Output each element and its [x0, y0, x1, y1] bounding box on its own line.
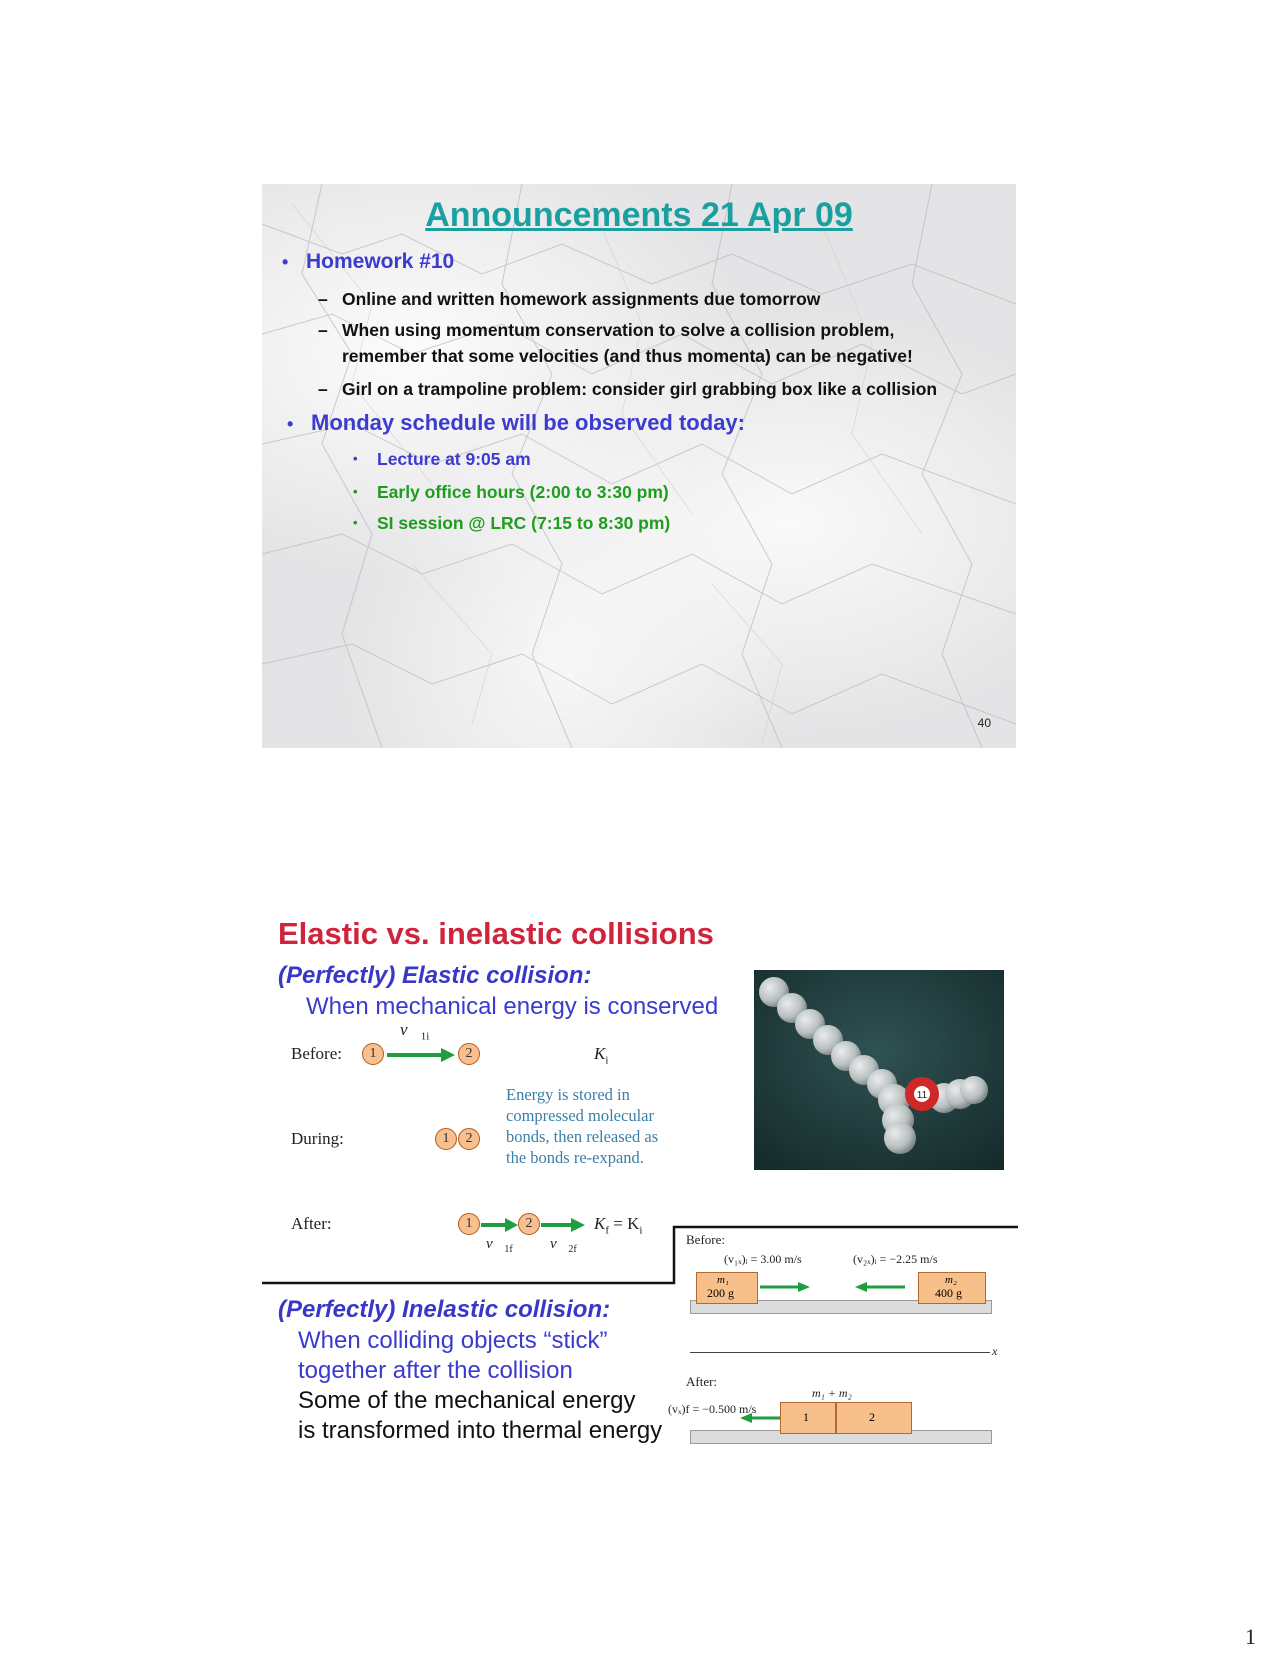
v1i-label: $v⃗_{1i}$ — [400, 1020, 430, 1043]
schedule-item — [353, 481, 669, 503]
homework-item-text: remember that some velocities (and thus momenta) can be negative! — [342, 346, 913, 366]
homework-item — [318, 286, 821, 312]
energy-note: Energy is stored in compressed molecular bonds, then released as the bonds re-expand. — [506, 1085, 659, 1167]
before-label: Before: — [686, 1232, 725, 1247]
dash-marker: – — [318, 289, 328, 309]
bullet-homework — [282, 250, 454, 274]
velocity-2-label: (v₂ₓ)ᵢ = −2.25 m/s — [853, 1252, 938, 1266]
bullet-dot: • — [353, 451, 358, 466]
cart-2-after — [836, 1402, 912, 1434]
left-arrow-icon — [855, 1281, 905, 1293]
left-arrow-icon — [740, 1412, 782, 1424]
billiard-balls-image — [754, 970, 1004, 1170]
homework-item-text: When using momentum conservation to solve a collision problem, — [342, 320, 895, 340]
elastic-text: When mechanical energy is conserved — [306, 993, 719, 1020]
bullet-homework-label: Homework #10 — [306, 250, 455, 273]
velocity-1-label: (v₁ₓ)ᵢ = 3.00 m/s — [724, 1252, 802, 1266]
slide-title: Elastic vs. inelastic collisions — [278, 916, 714, 951]
right-arrow-icon — [760, 1281, 810, 1293]
ball-2: 2 — [458, 1043, 480, 1065]
v2f-label: $v⃗_{2f}$ — [550, 1236, 577, 1255]
ball-1-after: 1 — [458, 1213, 480, 1235]
bullet-dot: • — [353, 484, 358, 499]
ball-1: 1 — [362, 1043, 384, 1065]
schedule-item-text: Lecture at 9:05 am — [377, 449, 531, 469]
thermal-text: Some of the mechanical energy — [298, 1387, 636, 1414]
bullet-dot: • — [287, 414, 294, 434]
dash-marker: – — [318, 320, 328, 340]
billiard-photo — [754, 970, 1004, 1170]
homework-item-text: Online and written homework assignments due tomorrow — [342, 289, 821, 309]
thermal-text: is transformed into thermal energy — [298, 1417, 663, 1444]
slide-number: 40 — [977, 716, 991, 730]
homework-item — [318, 376, 938, 402]
mass-1-label: m₁ — [717, 1274, 729, 1286]
ball-2-after: 2 — [518, 1213, 540, 1235]
during-label: During: — [291, 1129, 344, 1148]
after-label: After: — [291, 1214, 332, 1233]
velocity-arrow-icon — [387, 1045, 457, 1065]
schedule-item-text: SI session @ LRC (7:15 to 8:30 pm) — [377, 513, 671, 533]
bullet-dot: • — [282, 252, 289, 272]
ball-2-during: 2 — [458, 1128, 480, 1150]
inelastic-heading: (Perfectly) Inelastic collision: — [278, 1296, 611, 1323]
dash-marker: – — [318, 379, 328, 399]
cart-2-number: 2 — [869, 1410, 875, 1424]
mass-1-value: 200 g — [707, 1286, 734, 1300]
mass-2-value: 400 g — [935, 1286, 962, 1300]
after-label: After: — [686, 1374, 718, 1389]
final-velocity-label: (vₓ)f = −0.500 m/s — [668, 1402, 757, 1416]
elastic-heading: (Perfectly) Elastic collision: — [278, 962, 592, 989]
cart-1-number: 1 — [803, 1410, 809, 1424]
cart-1 — [696, 1272, 758, 1304]
x-axis-line — [690, 1352, 990, 1353]
bullet-monday-label: Monday schedule will be observed today: — [311, 410, 745, 435]
page-number: 1 — [1245, 1624, 1256, 1649]
schedule-item — [353, 448, 531, 470]
mass-2-label: m₂ — [945, 1274, 957, 1286]
page-title: Announcements 21 Apr 09 — [425, 196, 853, 234]
before-label: Before: — [291, 1044, 342, 1063]
v1f-label: $v⃗_{1f}$ — [486, 1236, 513, 1255]
bullet-dot: • — [353, 515, 358, 530]
cart-1-after — [780, 1402, 836, 1434]
homework-item-text: Girl on a trampoline problem: consider girl grabbing box like a collision — [342, 379, 938, 399]
cart-2 — [918, 1272, 986, 1304]
schedule-item — [353, 512, 671, 534]
kf-equation: $K_f = K_i$ — [594, 1214, 643, 1237]
ki-label: $K_i$ — [594, 1044, 609, 1067]
x-axis-label: x — [992, 1344, 998, 1358]
svg-text:11: 11 — [916, 1090, 928, 1101]
bullet-monday — [287, 410, 745, 436]
ball-1-during: 1 — [435, 1128, 457, 1150]
announcements-slide — [262, 184, 1016, 748]
inelastic-text: together after the collision — [298, 1357, 573, 1384]
inelastic-text: When colliding objects “stick” — [298, 1327, 608, 1354]
schedule-item-text: Early office hours (2:00 to 3:30 pm) — [377, 482, 669, 502]
combined-mass-label: m₁ + m₂ — [812, 1386, 852, 1400]
homework-item — [318, 317, 913, 369]
